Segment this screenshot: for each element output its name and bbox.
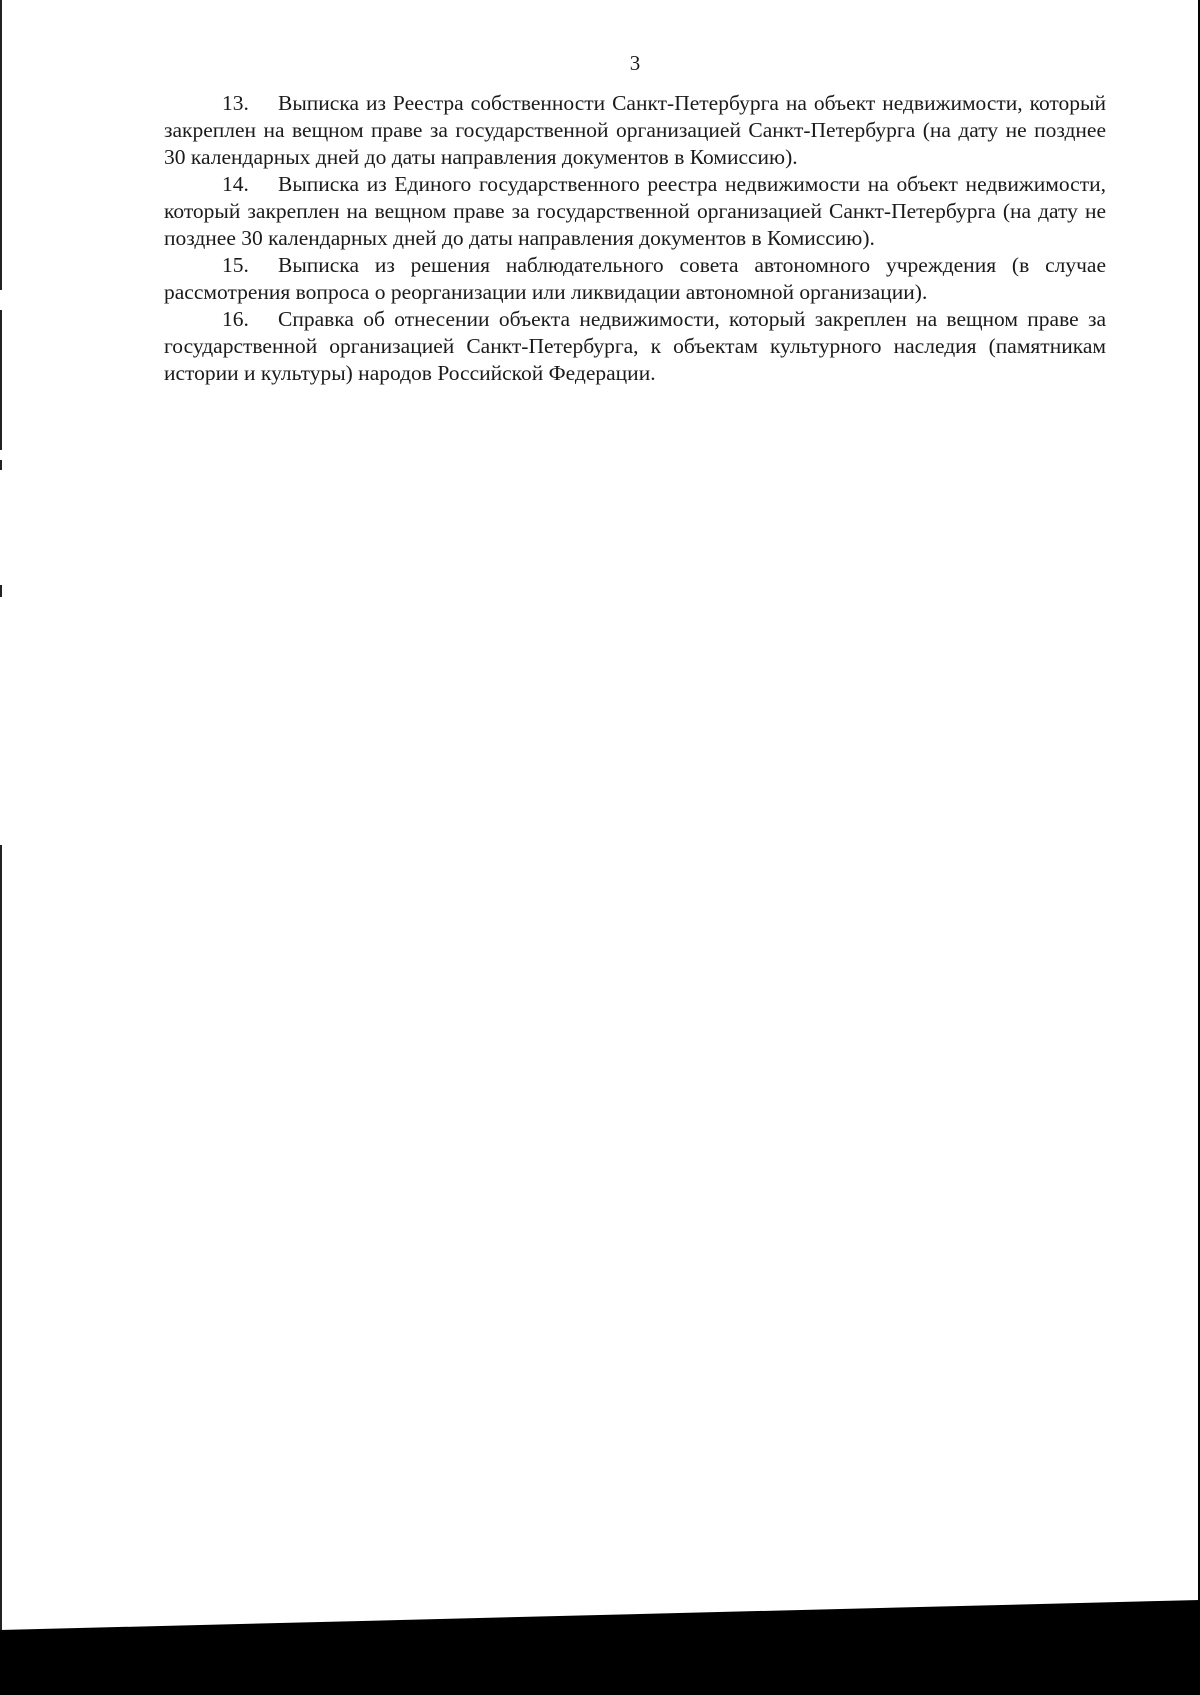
scan-edge-mark [0, 460, 2, 470]
scan-shadow-bottom [0, 1630, 1200, 1695]
list-item-15 [164, 252, 1106, 306]
item-text: Выписка из Реестра собственности Санкт-Петербурга на объект недвижимости, который закреплен на вещном праве за государственной организацией Санкт-Петербурга (на дату не позднее 30 календарных дней до даты направления документов в Комиссию). [164, 91, 1106, 169]
scan-edge-mark [0, 310, 2, 450]
item-number: 15. [222, 253, 249, 277]
scan-edge-mark [0, 0, 2, 290]
item-number: 16. [222, 307, 249, 331]
scan-edge-mark [0, 845, 2, 1635]
list-item-13 [164, 90, 1106, 171]
page-number: 3 [629, 51, 641, 75]
item-text: Выписка из Единого государственного реестра недвижимости на объект недвижимости, который закреплен на вещном праве за государственной организацией Санкт-Петербурга (на дату не позднее 30 календарных дней до даты направления документов в Комиссию). [164, 172, 1106, 250]
list-item-16 [164, 306, 1106, 387]
scan-shadow-wedge [0, 1600, 1200, 1630]
item-text: Выписка из решения наблюдательного совета автономного учреждения (в случае рассмотрения вопроса о реорганизации или ликвидации автономной организации). [164, 253, 1106, 304]
document-body [164, 90, 1106, 387]
item-text: Справка об отнесении объекта недвижимости, который закреплен на вещном праве за государственной организацией Санкт-Петербурга, к объектам культурного наследия (памятникам истории и культуры) народов Российской Федерации. [164, 307, 1106, 385]
list-item-14 [164, 171, 1106, 252]
scan-edge-mark [0, 585, 2, 597]
item-number: 14. [222, 172, 249, 196]
item-number: 13. [222, 91, 249, 115]
